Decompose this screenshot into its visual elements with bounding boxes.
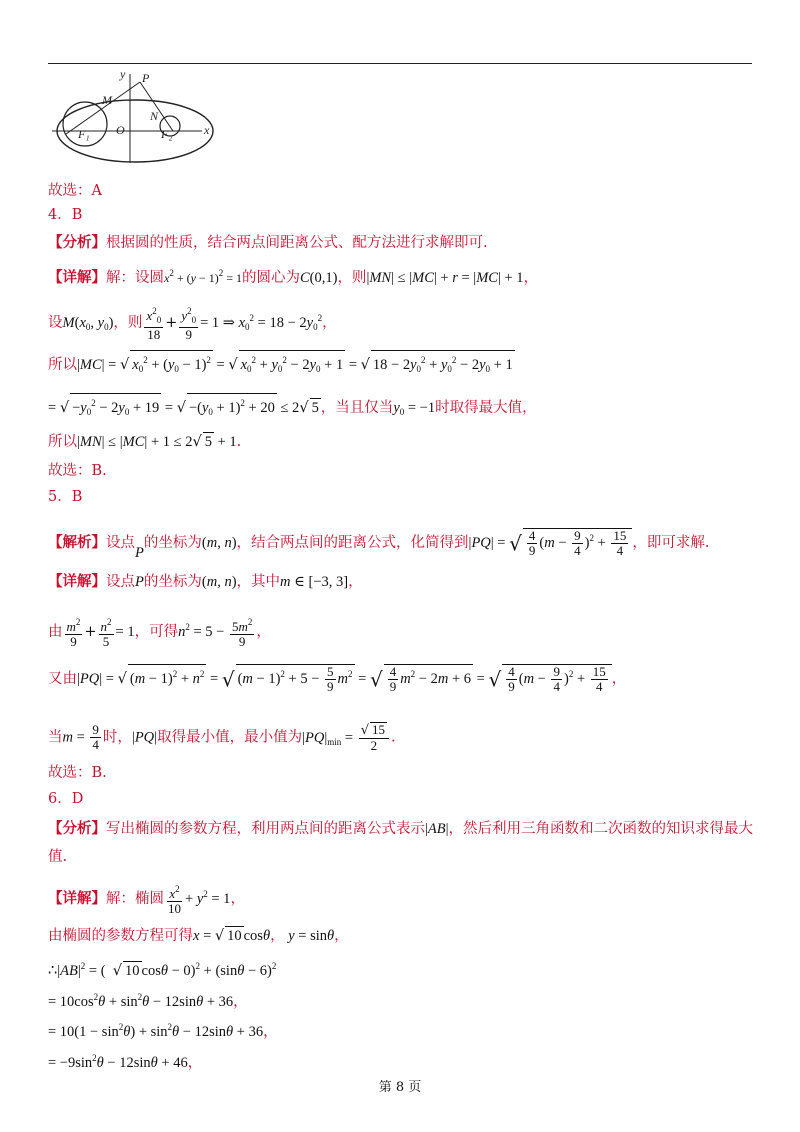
line-q6-step1: = $10\cos^2\theta + \sin^2\theta - 12\sin\theta + 36$，	[48, 992, 248, 1010]
line-q6-param: 由椭圆的参数方程可得x = √ 10 cosθ， y = sinθ，	[48, 928, 349, 944]
label-m: M	[102, 93, 112, 107]
line-q6-analysis: 【分析】写出椭圆的参数方程，利用两点间的距离公式表示|AB|，然后利用三角函数和二次函数的知识求得最大	[48, 820, 754, 837]
line-q5-n-squared: 由 $\frac{m^2}{9}$ + $\frac{n^2}{5}$ = 1，可得$n^2 = 5$ − $\frac{5m^2}{9}$ ，	[48, 617, 271, 649]
label-p: P	[142, 71, 150, 85]
line-q6-ab: $\therefore|AB|^2$ = ( √ 10 $\cos\theta - 0)^2 + (\sin\theta - 6)^2$	[48, 961, 277, 979]
line-q6-analysis-cont: 值.	[48, 849, 68, 865]
line-answer-3: 故选：A	[48, 183, 102, 199]
line-q4-max: = √ $-y_0^2 - 2y_0 + 19$ = √ $-(y_0 + 1)^2 + 20 \le 2√$ 5 ，当且仅当$y_0 = -1$时取得最大值，	[48, 393, 768, 421]
line-answer-4: 故选：B.	[48, 463, 107, 479]
line-answer-5: 故选：B.	[48, 765, 107, 781]
line-q4-title: 4．B	[48, 207, 83, 223]
line-q6-title: 6．D	[48, 791, 84, 807]
line-q5-analysis: 【解析】设点P的坐标为(m, n)，结合两点间的距离公式，化简得到|PQ| = √ $\frac{4}{9}$ (m − $\frac{9}{4}$ )$^2$ + $\frac{15}{4}$ ，即可求解.	[48, 528, 710, 561]
label-x: x	[204, 123, 210, 137]
line-q5-detail: 【详解】设点P的坐标为(m, n)，其中m ∈ [−3, 3]，	[48, 573, 363, 590]
line-q4-analysis: 【分析】根据圆的性质，结合两点间距离公式、配方法进行求解即可.	[48, 234, 488, 251]
ellipse-figure	[52, 66, 222, 166]
line-q5-title: 5．B	[48, 489, 83, 505]
header-rule	[48, 63, 752, 64]
page-number: 第 8 页	[378, 1080, 422, 1095]
line-q6-step3: = $-9\sin^2\theta - 12\sin\theta + 46$，	[48, 1053, 203, 1071]
line-q5-min: 当m = $\frac{9}{4}$ 时，|PQ|取得最小值，最小值为$|PQ|_{min}$ = $\frac{√ 15}{2}$ .	[48, 722, 396, 753]
label-y: y	[120, 67, 126, 81]
label-f1: F₁	[78, 127, 90, 141]
label-o: O	[116, 123, 125, 137]
line-q6-ellipse: 【详解】解：椭圆 $\frac{x^2}{10}$ + $y^2 = 1$，	[48, 884, 245, 916]
line-q5-pq: 又由|PQ| = √ $(m - 1)^2 + n^2$ = √ $(m - 1)^2 + 5$ − $\frac{5}{9}$ $m^2$ = √ $\frac{4}{9}$ $m^2 - 2m + 6$ = √ $\frac{4}{9}$ (m − $\frac{9}{4}$ )$^2$ + $\frac{15}{4}$ ，	[48, 664, 627, 695]
line-q6-step2: = $10(1 - \sin^2\theta) + \sin^2\theta - 12\sin\theta + 36$，	[48, 1022, 278, 1040]
line-q4-conclusion: 所以|MN| ≤ |MC| + 1 ≤ 2√ 5 + 1.	[48, 434, 242, 450]
line-q4-set-m: 设$M(x_0$, $y_0$)，则 $\frac{x^2_0}{18}$ + $\frac{y^2_0}{9}$ = 1 ⇒ $x_0^2 = 18 - 2y_0^2$，	[48, 306, 337, 342]
line-q4-detail: 【详解】解：设圆$x^2 + (y - 1)^2 = 1$的圆心为C(0,1)，则|MN| ≤ |MC| + r = |MC| + 1，	[48, 268, 539, 286]
label-f2: F₂	[161, 127, 173, 141]
label-n: N	[150, 109, 159, 123]
line-q4-mc: 所以|MC| = √ $x_0^2 + (y_0 - 1)^2$ = √ $x_0^2 + y_0^2 - 2y_0 + 1$ = √ $18 - 2y_0^2 + y_0^2 - 2y_0 + 1$	[48, 350, 768, 378]
